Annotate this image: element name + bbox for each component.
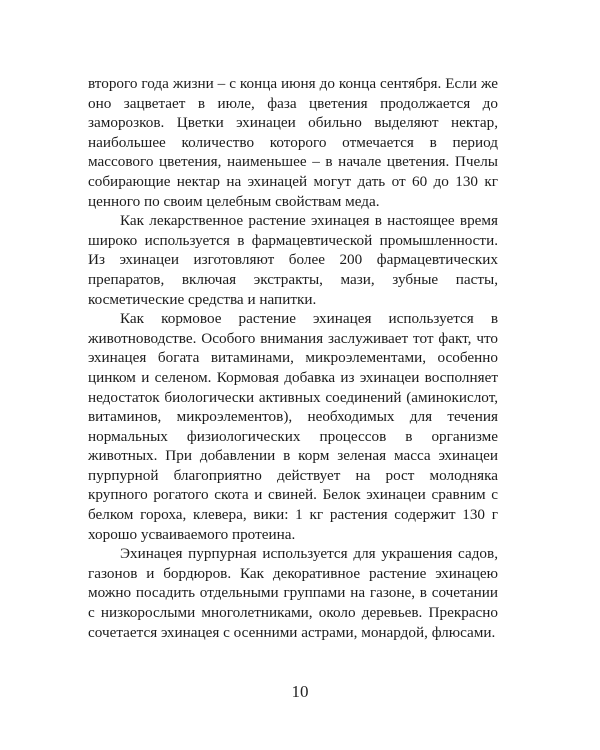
paragraph-decorative-use: Эхинацея пурпурная используется для украшения садов, газонов и бордюров. Как декоративное растение эхинацею можно посадить отдельными группами на газоне, в сочетании с низкорослыми многолетниками, около деревьев. Прекрасно сочетается эхинацея с осенними астрами, монардой, флюсами. bbox=[88, 545, 498, 641]
paragraph-flowering-period: второго года жизни – с конца июня до конца сентября. Если же оно зацветает в июле, фаза цветения продолжается до заморозков. Цветки эхинацеи обильно выделяют нектар, наибольшее количество которого отмечается в период массового цветения, наименьшее – в начале цветения. Пчелы собирающие нектар на эхинацей могут дать от 60 до 130 кг ценного по своим целебным свойствам меда. bbox=[88, 75, 498, 210]
paragraph-medicinal-use: Как лекарственное растение эхинацея в настоящее время широко используется в фармацевтической промышленности. Из эхинацеи изготовляют более 200 фармацевтических препаратов, включая экстракты, мази, зубные пасты, косметические средства и напитки. bbox=[88, 212, 498, 308]
page-number: 10 bbox=[291, 682, 309, 701]
body-text bbox=[88, 74, 498, 642]
paragraph-fodder-use: Как кормовое растение эхинацея используется в животноводстве. Особого внимания заслуживает тот факт, что эхинацея богата витаминами, микроэлементами, особенно цинком и селеном. Кормовая добавка из эхинацеи восполняет недостаток биологически активных соединений (аминокислот, витаминов, микроэлементов), необходимых для течения нормальных физиологических процессов в организме животных. При добавлении в корм зеленая масса эхинацеи пурпурной благоприятно действует на рост молодняка крупного рогатого скота и свиней. Белок эхинацеи сравним с белком гороха, клевера, вики: 1 кг растения содержит 130 г хорошо усваиваемого протеина. bbox=[88, 310, 498, 543]
